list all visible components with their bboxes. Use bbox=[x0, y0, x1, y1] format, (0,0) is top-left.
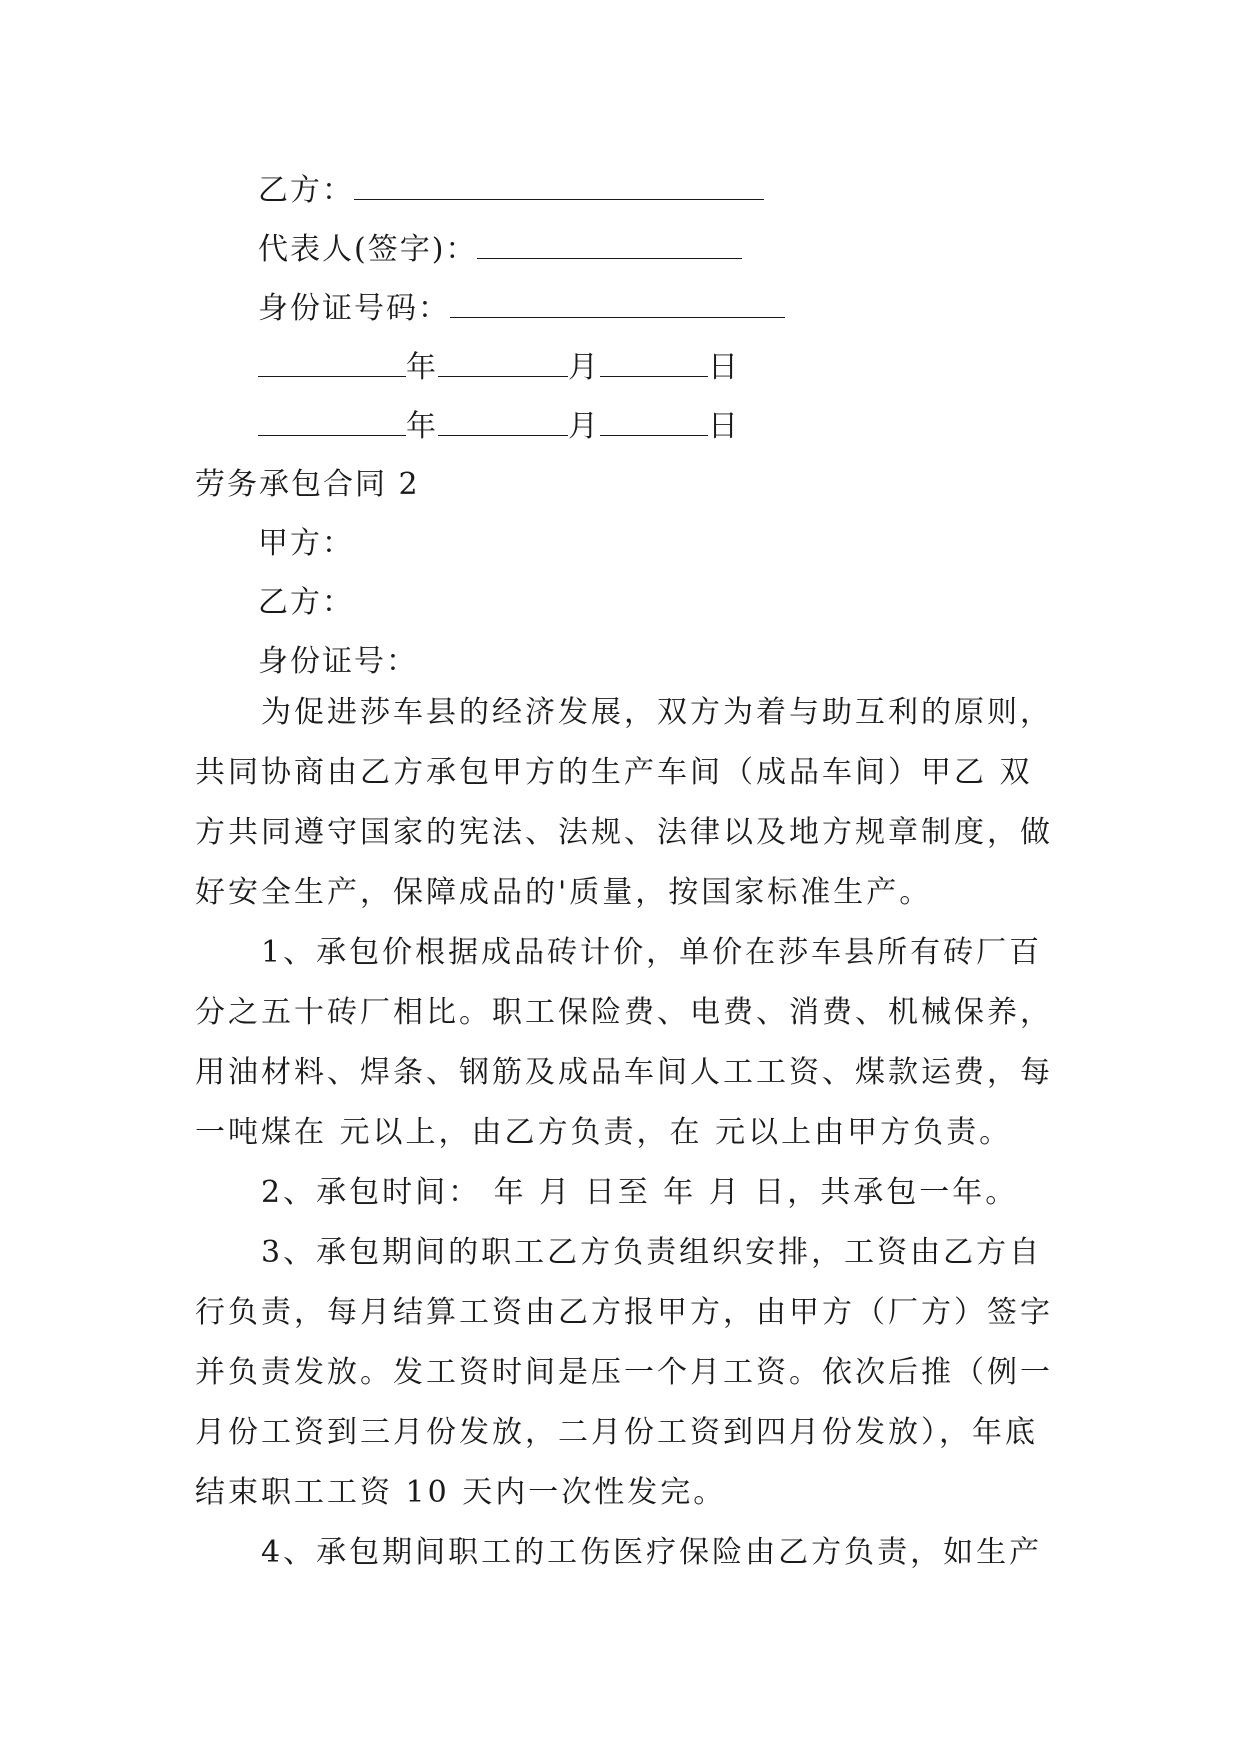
id-number-blank[interactable] bbox=[450, 283, 785, 318]
id-number-label: 身份证号码： bbox=[258, 291, 450, 326]
year-blank[interactable] bbox=[258, 401, 406, 436]
paragraph-intro: 为促进莎车县的经济发展，双方为着与助互利的原则， 共同协商由乙方承包甲方的生产车间（成品车间）甲乙 双 方共同遵守国家的宪法、法规、法律以及地方规章制度，做 好安全生产，保障成品的'质量，按国家标准生产。 bbox=[195, 695, 1053, 910]
year-label: 年 bbox=[406, 409, 438, 444]
month-label: 月 bbox=[568, 350, 600, 385]
month-blank[interactable] bbox=[438, 401, 568, 436]
paragraph-clause-1: 1、承包价根据成品砖计价，单价在莎车县所有砖厂百 分之五十砖厂相比。职工保险费、电费、消费、机械保养， 用油材料、焊条、钢筋及成品车间人工工资、煤款运费，每 一吨煤在 元以上，由乙方负责，在 元以上由甲方负责。 bbox=[195, 935, 1053, 1150]
paragraph-clause-4: 4、承包期间职工的工伤医疗保险由乙方负责，如生产 bbox=[261, 1535, 1043, 1570]
party-b-field: 乙方： bbox=[258, 585, 354, 620]
paragraph-clause-3: 3、承包期间的职工乙方负责组织安排，工资由乙方自 行负责，每月结算工资由乙方报甲方，由甲方（厂方）签字 并负责发放。发工资时间是压一个月工资。依次后推（例一 月份工资到三月份发放，二月份工资到四月份发放），年底 结束职工工资 10 天内一次性发完。 bbox=[195, 1235, 1053, 1510]
contract-title: 劳务承包合同 2 bbox=[195, 467, 420, 502]
day-blank[interactable] bbox=[600, 342, 708, 377]
party-b-line bbox=[258, 165, 1065, 216]
year-label: 年 bbox=[406, 350, 438, 385]
representative-label: 代表人(签字)： bbox=[258, 232, 478, 267]
month-label: 月 bbox=[568, 409, 600, 444]
representative-line bbox=[258, 224, 1065, 275]
id-number-line bbox=[258, 283, 1065, 334]
month-blank[interactable] bbox=[438, 342, 568, 377]
party-a-field: 甲方： bbox=[258, 526, 354, 561]
representative-blank[interactable] bbox=[477, 224, 742, 259]
party-b-label: 乙方： bbox=[258, 173, 354, 208]
id-field: 身份证号： bbox=[258, 644, 418, 679]
date-line-1 bbox=[258, 342, 1065, 393]
day-blank[interactable] bbox=[600, 401, 708, 436]
contract-body bbox=[195, 683, 1065, 1583]
date-line-2 bbox=[258, 401, 1065, 452]
day-label: 日 bbox=[708, 409, 740, 444]
year-blank[interactable] bbox=[258, 342, 406, 377]
day-label: 日 bbox=[708, 350, 740, 385]
paragraph-clause-2: 2、承包时间： 年 月 日至 年 月 日，共承包一年。 bbox=[261, 1175, 1019, 1210]
party-b-blank[interactable] bbox=[354, 165, 764, 200]
